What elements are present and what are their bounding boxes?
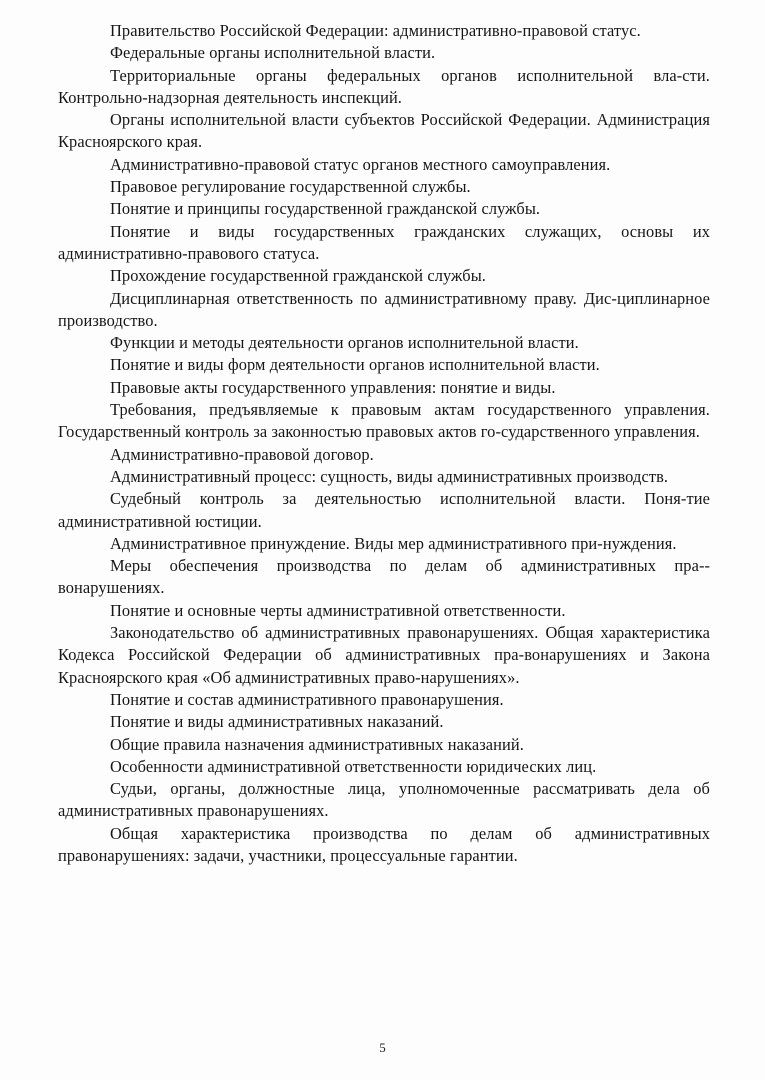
page-number: 5 <box>379 1040 386 1055</box>
paragraph: Общие правила назначения административных наказаний. <box>110 734 524 754</box>
paragraph: Понятие и виды административных наказаний. <box>110 712 444 732</box>
paragraph: Особенности административной ответственности юридических лиц. <box>110 756 597 776</box>
paragraph: Понятие и виды форм деятельности органов исполнительной власти. <box>110 355 600 375</box>
paragraph: Понятие и состав административного правонарушения. <box>110 689 504 709</box>
paragraph: Требования, предъявляемые к правовым актам государственного управления. Государственный контроль за законностью правовых актов го-сударственного управления. <box>58 400 710 442</box>
paragraph: Административно-правовой статус органов местного самоуправления. <box>110 154 611 174</box>
paragraph: Правовые акты государственного управления: понятие и виды. <box>110 377 556 397</box>
paragraph: Прохождение государственной гражданской службы. <box>110 266 487 286</box>
paragraph: Функции и методы деятельности органов исполнительной власти. <box>110 333 579 353</box>
paragraph: Судьи, органы, должностные лица, уполномоченные рассматривать дела об административных правонарушениях. <box>58 779 710 821</box>
paragraph: Понятие и принципы государственной гражданской службы. <box>110 199 541 219</box>
paragraph: Меры обеспечения производства по делам об административных пра-вонарушениях. <box>58 556 710 598</box>
paragraph: Общая характеристика производства по делам об административных правонарушениях: задачи, участники, процессуальные гарантии. <box>58 823 710 865</box>
paragraph: Законодательство об административных правонарушениях. Общая характеристика Кодекса Российской Федерации об административных пра-вонарушениях и Закона Красноярского края «Об административных право-нарушениях». <box>58 623 710 687</box>
paragraph: Понятие и виды государственных гражданских служащих, основы их административно-правового статуса. <box>58 221 710 263</box>
paragraph: Понятие и основные черты административной ответственности. <box>110 600 566 620</box>
paragraph: Административно-правовой договор. <box>110 444 374 464</box>
paragraph: Административное принуждение. Виды мер административного при-нуждения. <box>110 533 677 553</box>
paragraph: Административный процесс: сущность, виды административных производств. <box>110 466 669 486</box>
paragraph: Федеральные органы исполнительной власти. <box>110 43 436 63</box>
paragraph: Правительство Российской Федерации: административно-правовой статус. <box>110 21 641 40</box>
paragraph: Территориальные органы федеральных органов исполнительной вла-сти. Контрольно-надзорная деятельность инспекций. <box>58 65 710 107</box>
paragraph: Правовое регулирование государственной службы. <box>110 177 471 197</box>
paragraph: Дисциплинарная ответственность по административному праву. Дис-циплинарное производство. <box>58 288 710 330</box>
document-body <box>58 20 710 867</box>
paragraph: Судебный контроль за деятельностью исполнительной власти. Поня-тие административной юстиции. <box>58 489 710 531</box>
paragraph: Органы исполнительной власти субъектов Российской Федерации. Администрация Красноярского края. <box>58 110 710 152</box>
